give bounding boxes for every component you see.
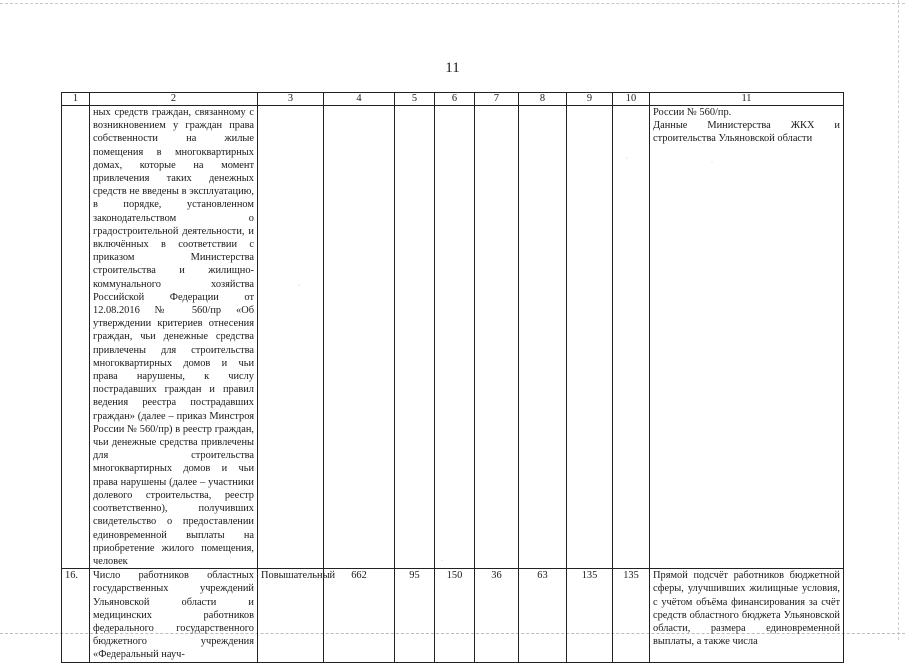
- indicators-table: [61, 92, 844, 663]
- value-cell: [475, 106, 519, 569]
- table-header-row: [62, 93, 844, 106]
- column-header: 6: [435, 93, 475, 106]
- value-cell: 150: [435, 569, 475, 662]
- value-cell: [395, 106, 435, 569]
- value-cell: 135: [613, 569, 650, 662]
- column-header: 7: [475, 93, 519, 106]
- value-cell: [567, 106, 613, 569]
- unit-cell: Повышательный: [258, 569, 324, 662]
- column-header: 5: [395, 93, 435, 106]
- scan-speck: ·: [711, 160, 713, 166]
- table-row: [62, 106, 844, 569]
- value-cell: 662: [324, 569, 395, 662]
- scan-speck: ·: [441, 558, 443, 564]
- column-header: 1: [62, 93, 90, 106]
- scan-speck: ·: [434, 583, 436, 589]
- column-header: 11: [650, 93, 844, 106]
- column-header: 3: [258, 93, 324, 106]
- source-cell: Прямой подсчёт работников бюджетной сферы, улучшивших жилищные условия, с учётом объёма финансирования за счёт средств областного бюджета Ульяновской области, размера единовременной выплаты, а также числа: [650, 569, 844, 662]
- source-cell: России № 560/пр. Данные Министерства ЖКХ и строительства Ульяновской области: [650, 106, 844, 569]
- indicator-name-cell: Число работников областных государственных учреждений Ульяновской области и медицинских работников федерального государственного бюджетного учреждения «Федеральный науч-: [90, 569, 258, 662]
- row-number-cell: 16.: [62, 569, 90, 662]
- value-cell: 135: [567, 569, 613, 662]
- page-edge-right: [898, 0, 899, 640]
- column-header: 2: [90, 93, 258, 106]
- row-number-cell: [62, 106, 90, 569]
- value-cell: [613, 106, 650, 569]
- table-row: [62, 569, 844, 662]
- value-cell: [519, 106, 567, 569]
- indicator-name-cell: ных средств граждан, связанному с возникновением у граждан права собственности на жилые помещения в многоквартирных домах, которые на момент привлечения таких денежных средств не введены в эксплуатацию, в порядке, установленном законодательством о градостроительной деятельности, и включённых в соответствии с приказом Министерства строительства и жилищно-коммунального хозяйства Российской Федерации от 12.08.2016 № 560/пр «Об утверждении критериев отнесения граждан, чьи денежные средства привлечены для строительства многоквартирных домов и чьи права нарушены, к числу пострадавших граждан и правил ведения реестра пострадавших граждан» (далее – приказ Минстроя России № 560/пр) в реестр граждан, чьи денежные средства привлечены для строительства многоквартирных домов и чьи права нарушены (далее – участники долевого строительства, реестр соответственно), получивших свидетельство о предоставлении единовременной выплаты на приобретение жилого помещения, человек: [90, 106, 258, 569]
- scan-speck: ·: [626, 156, 628, 162]
- unit-cell: [258, 106, 324, 569]
- column-header: 8: [519, 93, 567, 106]
- page-number: 11: [445, 60, 460, 76]
- column-header: 9: [567, 93, 613, 106]
- value-cell: [324, 106, 395, 569]
- value-cell: 63: [519, 569, 567, 662]
- value-cell: 36: [475, 569, 519, 662]
- page-edge-top: [0, 3, 905, 4]
- scan-speck: ·: [298, 283, 300, 289]
- value-cell: [435, 106, 475, 569]
- column-header: 4: [324, 93, 395, 106]
- column-header: 10: [613, 93, 650, 106]
- value-cell: 95: [395, 569, 435, 662]
